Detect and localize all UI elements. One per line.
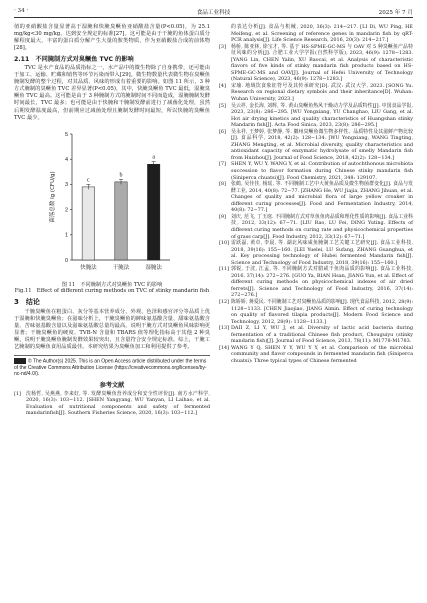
reference-item <box>219 240 413 266</box>
reference-number: [5] <box>219 102 226 109</box>
reference-item <box>219 103 413 129</box>
running-header <box>14 6 413 18</box>
reference-item <box>219 299 413 325</box>
reference-text: 杨桥, 陈亚林, 徐宝才, 等. 基于 HS-SPME-GC-MS 与 OAV 对 5 种臭鳜鱼产品特征风味的分析[J]. 合肥工业大学学报(自然科学版), 2023, 46(9): 1278−1283. [YANG Lin, CHEN Yalin, XU Baocai, et al. Analysis of characteristic flavors of five kinds of stinky mandarin fish products based on HS-SPME-GC-MS and OAV[J]. Journal of Hefei University of Technology (Natural Science), 2023, 46(9): 1278−1283.] <box>231 43 413 83</box>
reference-text: DAII Z, LI Y, WU J, et al. Diversity of lactic acid bacteria during fermentation of a traditional Chinese fish product, Chouguiyu (stinky mandarin fish)[J]. Journal of Food Science, 2013, 78(11): M1778-M1783. <box>231 325 413 345</box>
y-tick-label: 1 <box>64 232 68 239</box>
conclusion-heading: 3 结论 <box>14 297 40 306</box>
right-column <box>219 24 413 364</box>
significance-letter: c <box>86 177 90 184</box>
reference-number: [4] <box>219 82 226 89</box>
license-text: © The Author(s) 2025. This is an Open Access article distributed under the terms of the Creative Commons Attribution License (https://creativecommons.org/licenses/by-nc-nd/4.0/). <box>14 358 207 378</box>
x-tick-label: 快腌法 <box>80 264 97 271</box>
y-axis-label: 菌落总数 lg (CFU/g) <box>50 171 56 223</box>
chart-svg <box>14 122 210 282</box>
reference-number: [8] <box>219 181 226 188</box>
reference-item <box>219 44 413 83</box>
bar <box>147 164 159 260</box>
x-tick-label: 湿腌法 <box>145 264 162 271</box>
reference-item <box>219 83 413 103</box>
body-paragraph: TVC 是水产食品的品质指标之一，水产品中的微生物除了自身携带，还可能由于加工、运输、贮藏和销售等环节污染而带入[29]。微生物数量代表微生物在臭鳜鱼腌制发酵的整个过程，对其品质、风味的形成有着重要的影响。如图 11 所示，3 种方式腌制的臭鳜鱼 TVC 差异显著(P<0.05)，其中，快腌臭鳜鱼 TVC 最低，湿腌臭鳜鱼 TVC 最高。这可能是由于 3 种腌制方式的腌制时间不同而造成，湿腌腌制发酵时间最长，TVC 最多；也可能是由于快腌和干腌制发酵前进行了减菌化处理，虽然后期发酵温度最高，但前期应过减菌处理且腌制发酵时间最短，所以快腌的臭鳜鱼TVC 最少。 <box>14 65 210 121</box>
reference-text: 沈杨哲, 吴燕燕, 李来好, 等. 发酵臭鳜鱼营养成分和安全性评价[J]. 南方水产科学, 2020, 16(3): 103−112. [SHEN Yangyang, WU Yanyan, LI Laihao, et al. Evaluation of nutritional components and safety of fermented mandarinfish[J]. Southern Fisheries Science, 2020, 16(3): 103−112.] <box>26 390 210 417</box>
reference-number: [1] <box>14 390 21 397</box>
figure-caption: 图 11 不同腌制方式对臭鳜鱼 TVC 的影响 <box>61 281 163 288</box>
reference-text: 雷跃磊, 黄卓, 李晨, 等. 湖北风味咸鱼腌制工艺关键工艺研究[J]. 食品工业科技, 2018, 39(16): 155−160. [LEI Yuelei, LU Sufang, ZHANG Guanghua, et al. Key processing technology of Hubei fermented Mandarin fish[J]. Science and Technology of Food Industry, 2018, 39(16): 155−160.] <box>231 240 413 266</box>
bar-chart <box>14 122 210 282</box>
reference-text: 宋瑜. 地域饮食象征符号及其传承研究[D]. 武汉: 武汉大学, 2023. [SONG Yu. Research on regional dietary symbols and their inheritance[D]. Wuhan: Wuhan University, 2023.] <box>231 82 413 103</box>
reference-number: [7] <box>219 161 226 168</box>
reference-text: 张鹤, 吴佳佳, 杨瑶, 等. 不同腌制工艺中大黄鱼品质及微生物菌群变化[J]. 食品与发酵工业, 2014, 40(8): 72−77. [ZHANG He, WU Jiajia, ZHANG Jihuan, et al. Changes of quality and microbial flora of large yellow croaker in different curing processes[J]. Food and Fermentation Industry, 2014, 40(8): 72−77.] <box>231 181 413 214</box>
reference-number: [10] <box>219 240 230 247</box>
license-divider <box>14 355 210 356</box>
reference-item <box>219 181 413 214</box>
bar <box>115 181 127 259</box>
left-column <box>14 24 210 417</box>
conclusion-paragraph: 干腌臭鳜鱼在粗蛋白、灰分等基本营养成分、外观、色泽和感官评分等品质上优于湿腌和快腌臭鳜鱼；在滋味分析上，干腌臭鳜鱼的鲜味氨基酸含量、甜味氨基酸含量、苦味氨基酸含量以及滋味氨基酸总量均最高，说明干腌方式对臭鳜鱼风味影响更显著；干腌臭鳜鱼的硬度、TVB-N 含量和 TBARS 值等理化指标高于其他 2 种臭鳜，说明干腌臭鳜鱼腌制发酵效果较突出，且含量符合安全规定标准。综上，干腌工艺腌制的臭鳜鱼食用品质最佳。本研究结果为臭鳜鱼加工和利用提供了参考。 <box>14 308 210 351</box>
y-tick-label: 2 <box>64 207 68 214</box>
reference-number: [12] <box>219 298 230 305</box>
reference-item <box>219 129 413 162</box>
reference-number: [13] <box>219 325 230 332</box>
references-heading: 参考文献 <box>99 381 125 389</box>
reference-item <box>219 266 413 299</box>
reference-text: 吴永祥, 王梦婷, 张梦静, 等. 徽州臭鳜鱼微生物多样性、品质特性及其滋鲜产物比较[J]. 食品科学, 2018, 42(2): 128−134. [WU Yongxiang, WANG Tingting, ZHANG Mengting, et al. Microbial diversity, quality characteristics and antioxidant capacity of enzymatic hydrolysate of smelly Mandarin fish from Huizhou[J]. Journal of Food Science, 2018, 42(2): 128−134.] <box>231 128 413 161</box>
reference-text: 吴云祥, 金长海, 刘辉, 等. 黄山臭鳜鱼热风干燥动力学及品质特性[J]. 中国食品学报, 2023, 23(8): 286−295. [WU Yongxiang, YU Changhao, LIU Gang, et al. Hot air drying kinetics and quality characteristics of Huangshan stinky Mandarin fish[J]. Acta Food Sinica, 2023, 23(8): 286−295.] <box>231 102 413 129</box>
cc-license-icon <box>14 358 26 364</box>
reference-number: [14] <box>219 344 230 351</box>
reference-text: SHEN Y, WU Y, WANG Y, et al. Contribution of autochthonous microbiota succession to flavor formation during Chinese stinky mandarin fish (Siniperca chuatsi)[J]. Food Chemistry, 2021, 348: 129107. <box>231 161 413 181</box>
figure-caption-en: Fig.11 Effect of different curing methods on TVC of stinky mandarin fish <box>14 288 210 295</box>
reference-text: 刘庆, 范飞, 丁玉庭. 不同腌制方式对草鱼鱼肉品质和理化性质的影响[J]. 食品工业科技, 2012, 33(12): 67−71. [LIU Rao, LU Fei, DING Yuting. Effects of different curing methods on curing rate and physicochemical properties of grass carp[J]. Food Industry, 2012, 33(12): 67−71.] <box>231 213 413 240</box>
reference-item <box>219 24 413 44</box>
significance-letter: b <box>119 171 123 178</box>
significance-letter: a <box>152 154 156 161</box>
reference-number: [3] <box>219 43 226 50</box>
reference-text: 陈娇娇, 蒋爱民. 不同腌制工艺对臭鳜鱼品质的影响[J]. 现代食品科技, 2012, 28(9): 1128−1133. [CHEN Jiaojiao, JIANG Aimin. Effect of curing technology on quality of flavored tilapia products[J]. Modern Food Science and Technology, 2012, 28(9): 1128−1133.] <box>231 298 413 325</box>
y-tick-label: 5 <box>64 131 68 138</box>
reference-item <box>219 325 413 345</box>
reference-number: [6] <box>219 128 226 135</box>
x-tick-label: 干腌法 <box>112 264 130 271</box>
issue-date: 2025 年 7 月 <box>378 10 413 16</box>
reference-item <box>219 214 413 240</box>
intro-paragraph: 值的亚硝酸盐含量显著高于湿腌和快腌臭鳜鱼亚硝酸盐含量(P<0.05)，为 25.1 mg/kg<30 mg/kg，达到安全规定的标准[27]。这可能是由于干腌的鱼体蛋白质分解程度最大，丰富的蛋白质分解产生大量的胺类物质，作为亚硝酸盐合成的前体物[28]。 <box>14 24 210 52</box>
reference-item <box>219 345 413 365</box>
y-tick-label: 4 <box>64 156 68 163</box>
reference-item <box>219 161 413 181</box>
reference-text: 的表达分析[J]. 食品与机械, 2020, 36(3): 214−217. [LI Di, WU Ping, HE Meifeng, et al. Screening of reference genes in mandarin fish by qRT-PCR analysis[J]. Life Science Research, 2016, 20(3): 214−217.] <box>231 24 413 44</box>
reference-text: 郭锐, 于沈, 江孟, 等. 不同腌制方式对腊咸干鱼肉品质的影响[J]. 食品工业科技, 2016, 37(14): 272−276. [GUO Ya, BIAN Hsan, JIANG Yun, et al. Effect of different curing methods on physicochemical indexes of air dried ferrets[J]. Science and Technology of Food Industry, 2016, 37(14): 272−276.] <box>231 266 413 299</box>
reference-number <box>219 24 231 44</box>
reference-number: [9] <box>219 213 226 220</box>
section-heading: 2.11 不同腌制方式对臭鳜鱼 TVC 的影响 <box>14 56 134 64</box>
license-notice <box>14 358 210 378</box>
journal-name: 食品工业科技 <box>196 10 231 16</box>
page-number: · 34 · <box>14 8 29 14</box>
reference-number: [11] <box>219 266 230 273</box>
y-tick-label: 0 <box>64 257 68 264</box>
bar <box>82 187 94 260</box>
reference-text: WANG Y Q, SHEN Y Y, WU Y Y, et al. Comparison of the microbial community and flavor compounds in fermented mandarin fish (Siniperca chuatsi): Three typical types of Chinese fermented <box>231 344 413 364</box>
reference-item <box>14 391 210 417</box>
y-tick-label: 3 <box>64 181 68 188</box>
